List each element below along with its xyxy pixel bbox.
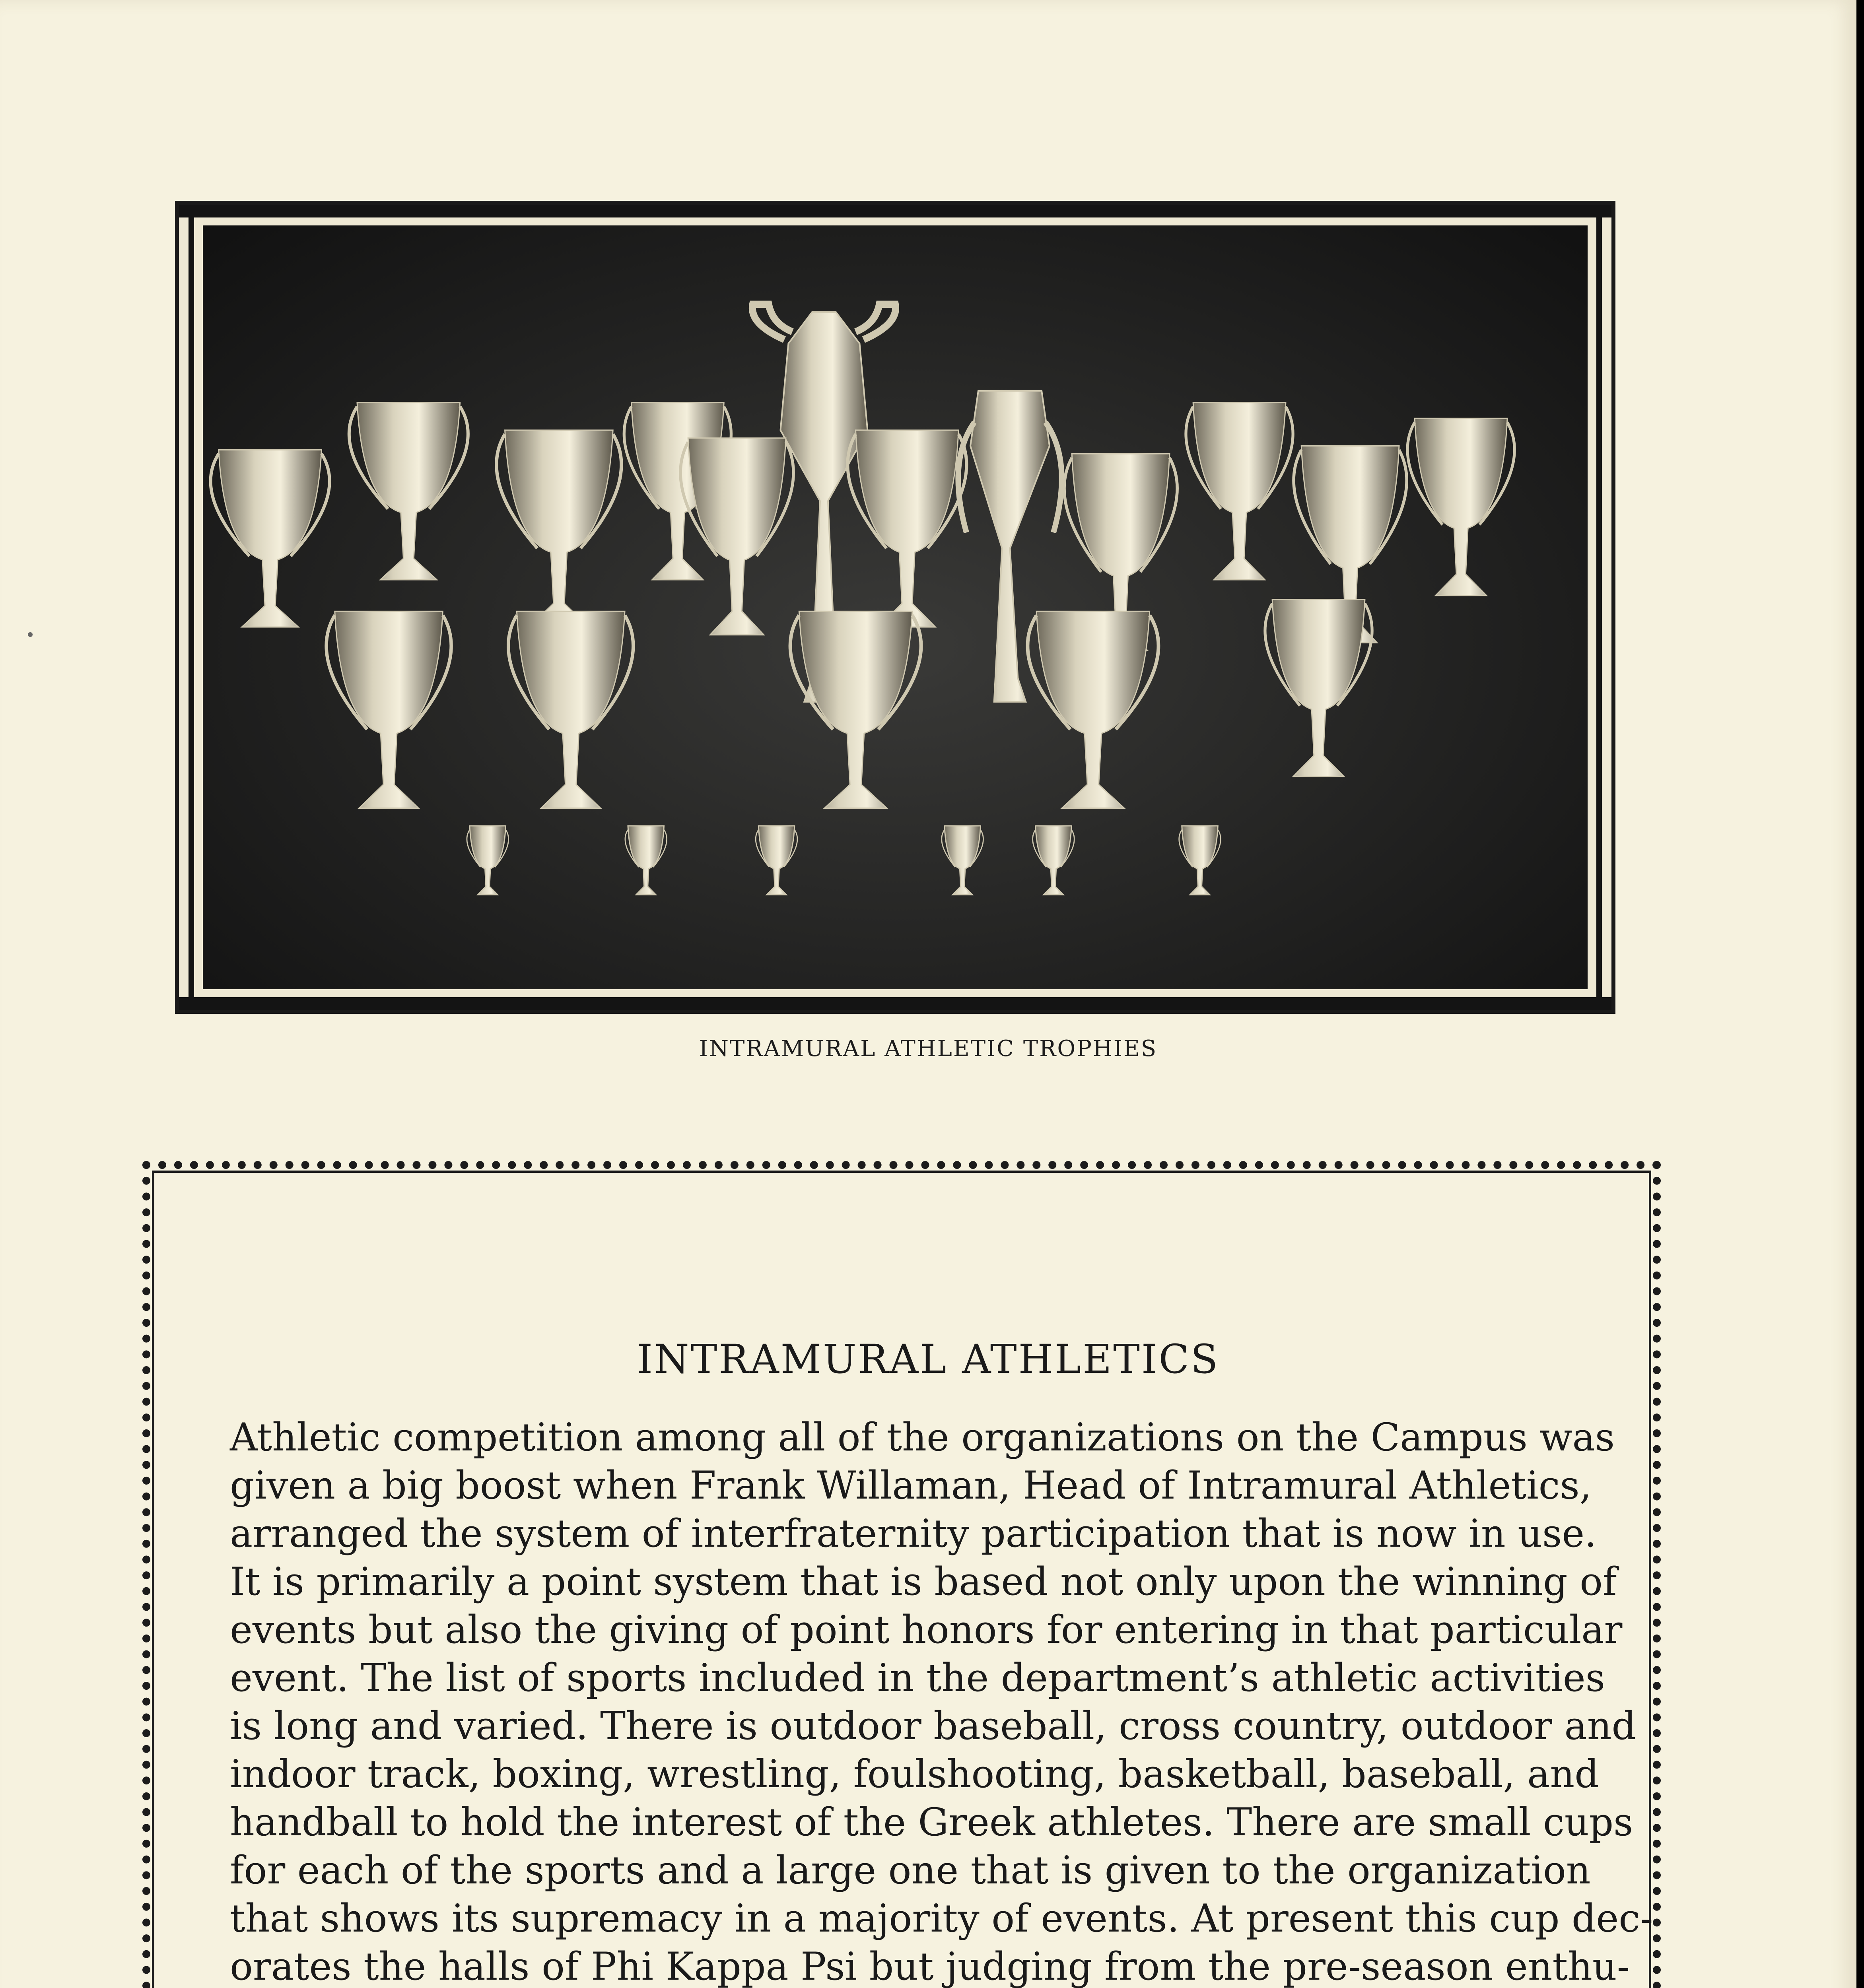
body-line: handball to hold the interest of the Greek athletes. There are small cups [230, 1800, 1633, 1844]
article-body [230, 1413, 1653, 1988]
body-line: is long and varied. There is outdoor baseball, cross country, outdoor and [230, 1704, 1636, 1748]
photo-caption: INTRAMURAL ATHLETIC TROPHIES [699, 1036, 1158, 1062]
body-line: that shows its supremacy in a majority of events. At present this cup dec- [230, 1896, 1653, 1941]
plate-border-bottom [179, 997, 1611, 1010]
body-line: given a big boost when Frank Willaman, Head of Intramural Athletics, [230, 1463, 1592, 1508]
body-line: arranged the system of interfraternity participation that is now in use. [230, 1511, 1597, 1556]
photo-plate [175, 201, 1615, 1014]
body-line: orates the halls of Phi Kappa Psi but judging from the pre-season enthu- [230, 1944, 1630, 1988]
body-line: for each of the sports and a large one that is given to the organization [230, 1848, 1591, 1893]
plate-border-right [1596, 205, 1602, 1010]
stray-mark [28, 632, 33, 637]
plate-border-top [179, 205, 1611, 217]
body-line: event. The list of sports included in the department’s athletic activities [230, 1656, 1605, 1700]
body-line: indoor track, boxing, wrestling, foulshooting, basketball, baseball, and [230, 1752, 1599, 1796]
body-line: Athletic competition among all of the organizations on the Campus was [230, 1415, 1615, 1460]
trophies-photo-icon [203, 225, 1588, 989]
plate-border-left [189, 205, 194, 1010]
trophies-illustration [203, 225, 1588, 989]
body-line: It is primarily a point system that is based not only upon the winning of [230, 1559, 1617, 1604]
body-line: events but also the giving of point honors for entering in that particular [230, 1607, 1623, 1652]
article-heading: INTRAMURAL ATHLETICS [637, 1336, 1220, 1382]
